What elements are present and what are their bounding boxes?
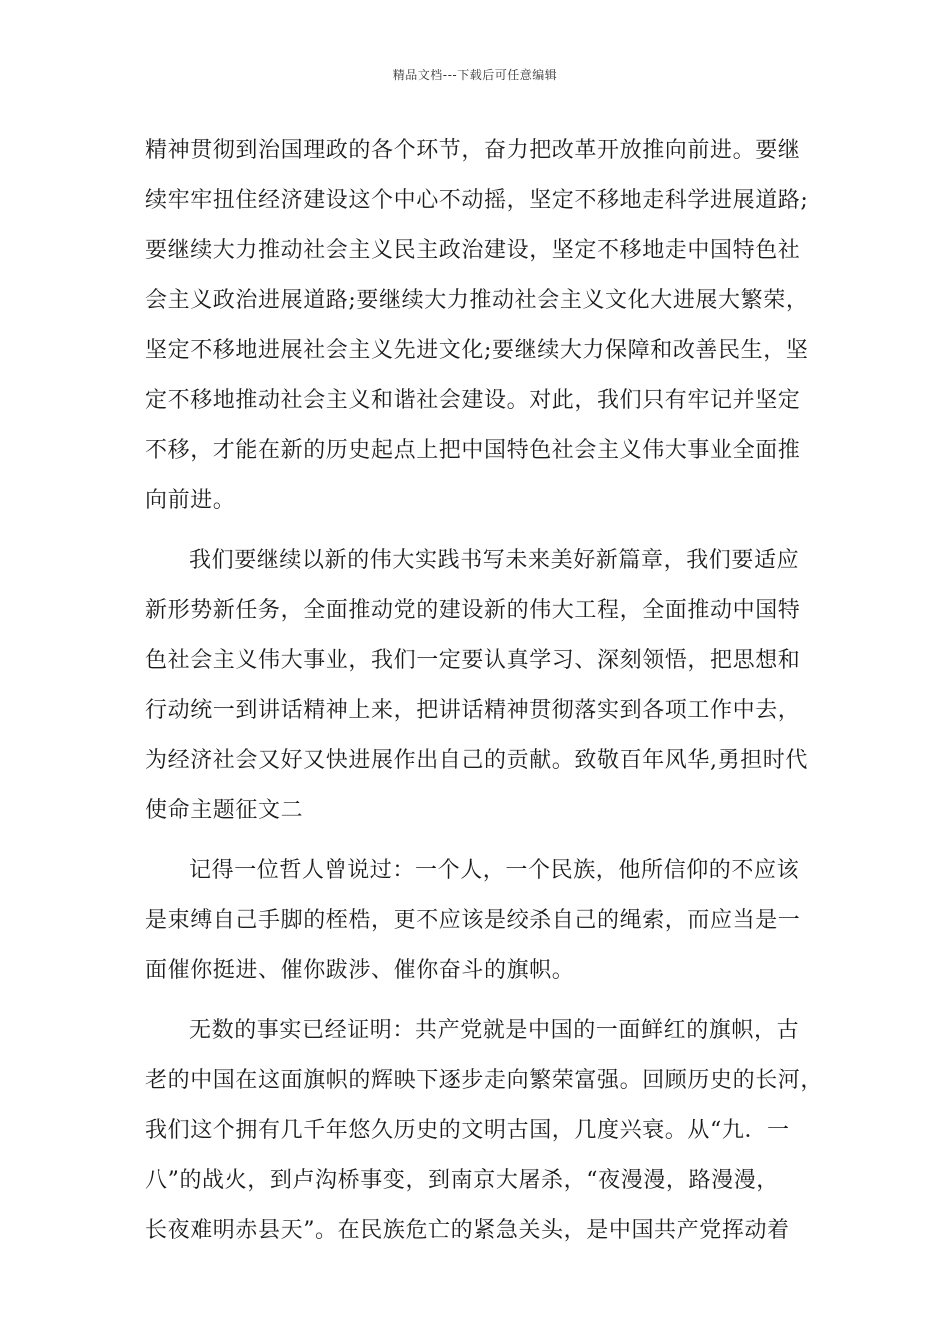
- paragraph-line: 使命主题征文二: [145, 798, 304, 823]
- paragraph-line: 我们要继续以新的伟大实践书写未来美好新篇章，我们要适应: [189, 548, 800, 573]
- paragraph-line: 续牢牢扭住经济建设这个中心不动摇，坚定不移地走科学进展道路;: [145, 188, 809, 213]
- paragraph-line: 新形势新任务，全面推动党的建设新的伟大工程，全面推动中国特: [145, 598, 801, 623]
- paragraph-line: 是束缚自己手脚的桎梏，更不应该是绞杀自己的绳索，而应当是一: [145, 908, 801, 933]
- paragraph-line: 八”的战火，到卢沟桥事变，到南京大屠杀，“夜漫漫，路漫漫，: [145, 1168, 779, 1193]
- paragraph-line: 会主义政治进展道路;要继续大力推动社会主义文化大进展大繁荣，: [145, 288, 809, 313]
- paragraph-1: [145, 126, 809, 526]
- paragraph-line: 不移，才能在新的历史起点上把中国特色社会主义伟大事业全面推: [145, 438, 801, 463]
- paragraph-line: 我们这个拥有几千年悠久历史的文明古国，几度兴衰。从“九．一: [145, 1118, 790, 1143]
- paragraph-line: 长夜难明赤县天”。在民族危亡的紧急关头，是中国共产党挥动着: [145, 1218, 790, 1243]
- paragraph-line: 向前进。: [145, 488, 236, 513]
- paragraph-3: [145, 846, 805, 996]
- paragraph-line: 无数的事实已经证明：共产党就是中国的一面鲜红的旗帜，古: [189, 1018, 800, 1043]
- paragraph-line: 要继续大力推动社会主义民主政治建设，坚定不移地走中国特色社: [145, 238, 801, 263]
- paragraph-4: [145, 1006, 824, 1256]
- document-body: [145, 126, 824, 1256]
- paragraph-2: [145, 536, 808, 836]
- paragraph-line: 面催你挺进、催你跋涉、催你奋斗的旗帜。: [145, 958, 575, 983]
- paragraph-line: 行动统一到讲话精神上来，把讲话精神贯彻落实到各项工作中去，: [145, 698, 801, 723]
- paragraph-line: 记得一位哲人曾说过：一个人，一个民族，他所信仰的不应该: [189, 858, 800, 883]
- page-header: 精品文档---下载后可任意编辑: [392, 68, 558, 82]
- paragraph-line: 定不移地推动社会主义和谐社会建设。对此，我们只有牢记并坚定: [145, 388, 801, 413]
- paragraph-line: 色社会主义伟大事业，我们一定要认真学习、深刻领悟，把思想和: [145, 648, 801, 673]
- paragraph-line: 精神贯彻到治国理政的各个环节，奋力把改革开放推向前进。要继: [145, 138, 801, 163]
- paragraph-line: 坚定不移地进展社会主义先进文化;要继续大力保障和改善民生，坚: [145, 338, 809, 363]
- paragraph-line: 老的中国在这面旗帜的辉映下逐步走向繁荣富强。回顾历史的长河，: [145, 1068, 824, 1093]
- paragraph-line: 为经济社会又好又快进展作出自己的贡献。致敬百年风华,勇担时代: [145, 748, 808, 773]
